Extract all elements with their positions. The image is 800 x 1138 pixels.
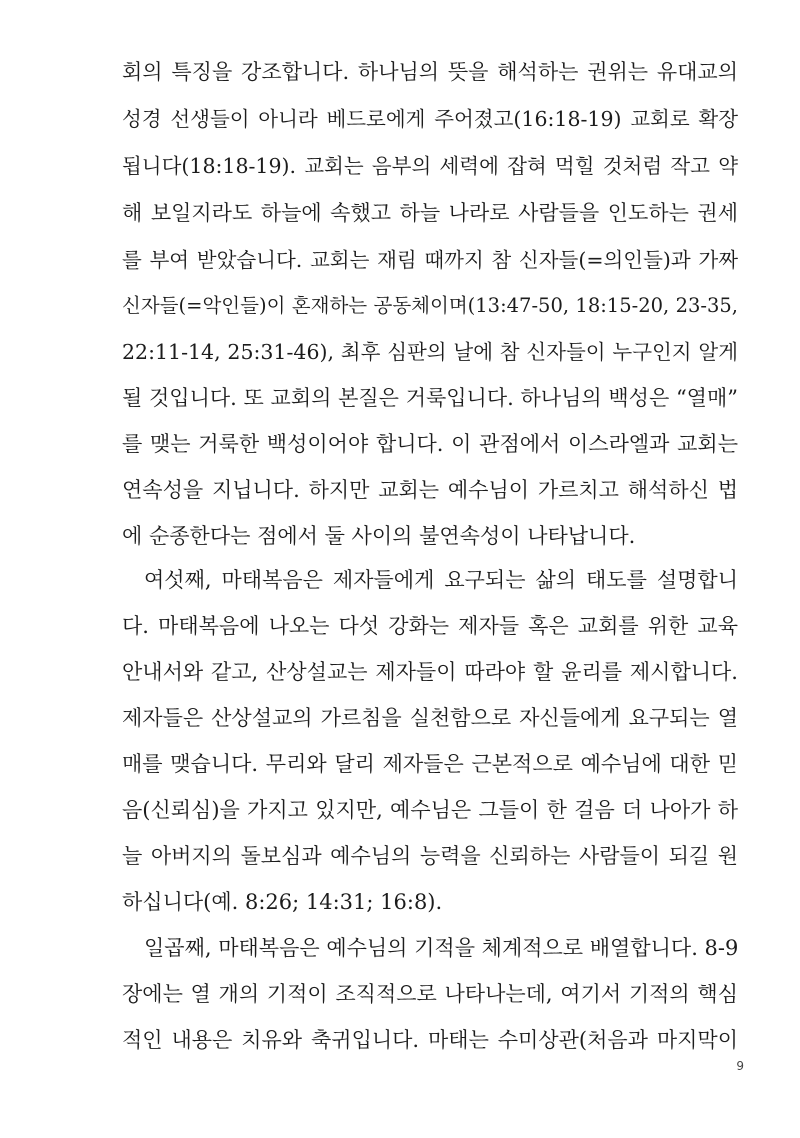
text-line: 회의 특징을 강조합니다. 하나님의 뜻을 해석하는 권위는 유대교의 <box>122 60 738 84</box>
text-line: 연속성을 지닙니다. 하지만 교회는 예수님이 가르치고 해석하신 법 <box>122 478 738 502</box>
text-line: 일곱째, 마태복음은 예수님의 기적을 체계적으로 배열합니다. 8-9 <box>144 936 739 960</box>
text-line: 제자들은 산상설교의 가르침을 실천함으로 자신들에게 요구되는 열 <box>122 706 738 730</box>
text-line: 22:11-14, 25:31-46), 최후 심판의 날에 참 신자들이 누구인지 알게 <box>122 340 738 364</box>
page-number: 9 <box>736 1059 744 1073</box>
text-line: 성경 선생들이 아니라 베드로에게 주어졌고(16:18-19) 교회로 확장 <box>122 107 738 131</box>
text-line: 됩니다(18:18-19). 교회는 음부의 세력에 잡혀 먹힐 것처럼 작고 약 <box>122 154 738 178</box>
text-line: 를 맺는 거룩한 백성이어야 합니다. 이 관점에서 이스라엘과 교회는 <box>122 432 738 456</box>
text-line: 에 순종한다는 점에서 둘 사이의 불연속성이 나타납니다. <box>122 524 636 548</box>
text-line: 다. 마태복음에 나오는 다섯 강화는 제자들 혹은 교회를 위한 교육 <box>122 614 738 638</box>
text-line: 해 보일지라도 하늘에 속했고 하늘 나라로 사람들을 인도하는 권세 <box>122 201 738 225</box>
text-line: 장에는 열 개의 기적이 조직적으로 나타나는데, 여기서 기적의 핵심 <box>122 982 738 1006</box>
text-line: 를 부여 받았습니다. 교회는 재림 때까지 참 신자들(=의인들)과 가짜 <box>122 248 738 272</box>
text-line: 하십니다(예. 8:26; 14:31; 16:8). <box>122 890 443 914</box>
text-line: 매를 맺습니다. 무리와 달리 제자들은 근본적으로 예수님에 대한 믿 <box>122 752 738 776</box>
text-line: 적인 내용은 치유와 축귀입니다. 마태는 수미상관(처음과 마지막이 <box>122 1028 738 1052</box>
text-line: 될 것입니다. 또 교회의 본질은 거룩입니다. 하나님의 백성은 “열매” <box>122 386 738 410</box>
text-line: 신자들(=악인들)이 혼재하는 공동체이며(13:47-50, 18:15-20, 23-35, <box>122 294 738 317</box>
text-line: 안내서와 같고, 산상설교는 제자들이 따라야 할 윤리를 제시합니다. <box>122 660 738 684</box>
text-line: 음(신뢰심)을 가지고 있지만, 예수님은 그들이 한 걸음 더 나아가 하 <box>122 798 738 822</box>
text-line: 늘 아버지의 돌보심과 예수님의 능력을 신뢰하는 사람들이 되길 원 <box>122 844 738 868</box>
text-line: 여섯째, 마태복음은 제자들에게 요구되는 삶의 태도를 설명합니 <box>144 568 738 592</box>
